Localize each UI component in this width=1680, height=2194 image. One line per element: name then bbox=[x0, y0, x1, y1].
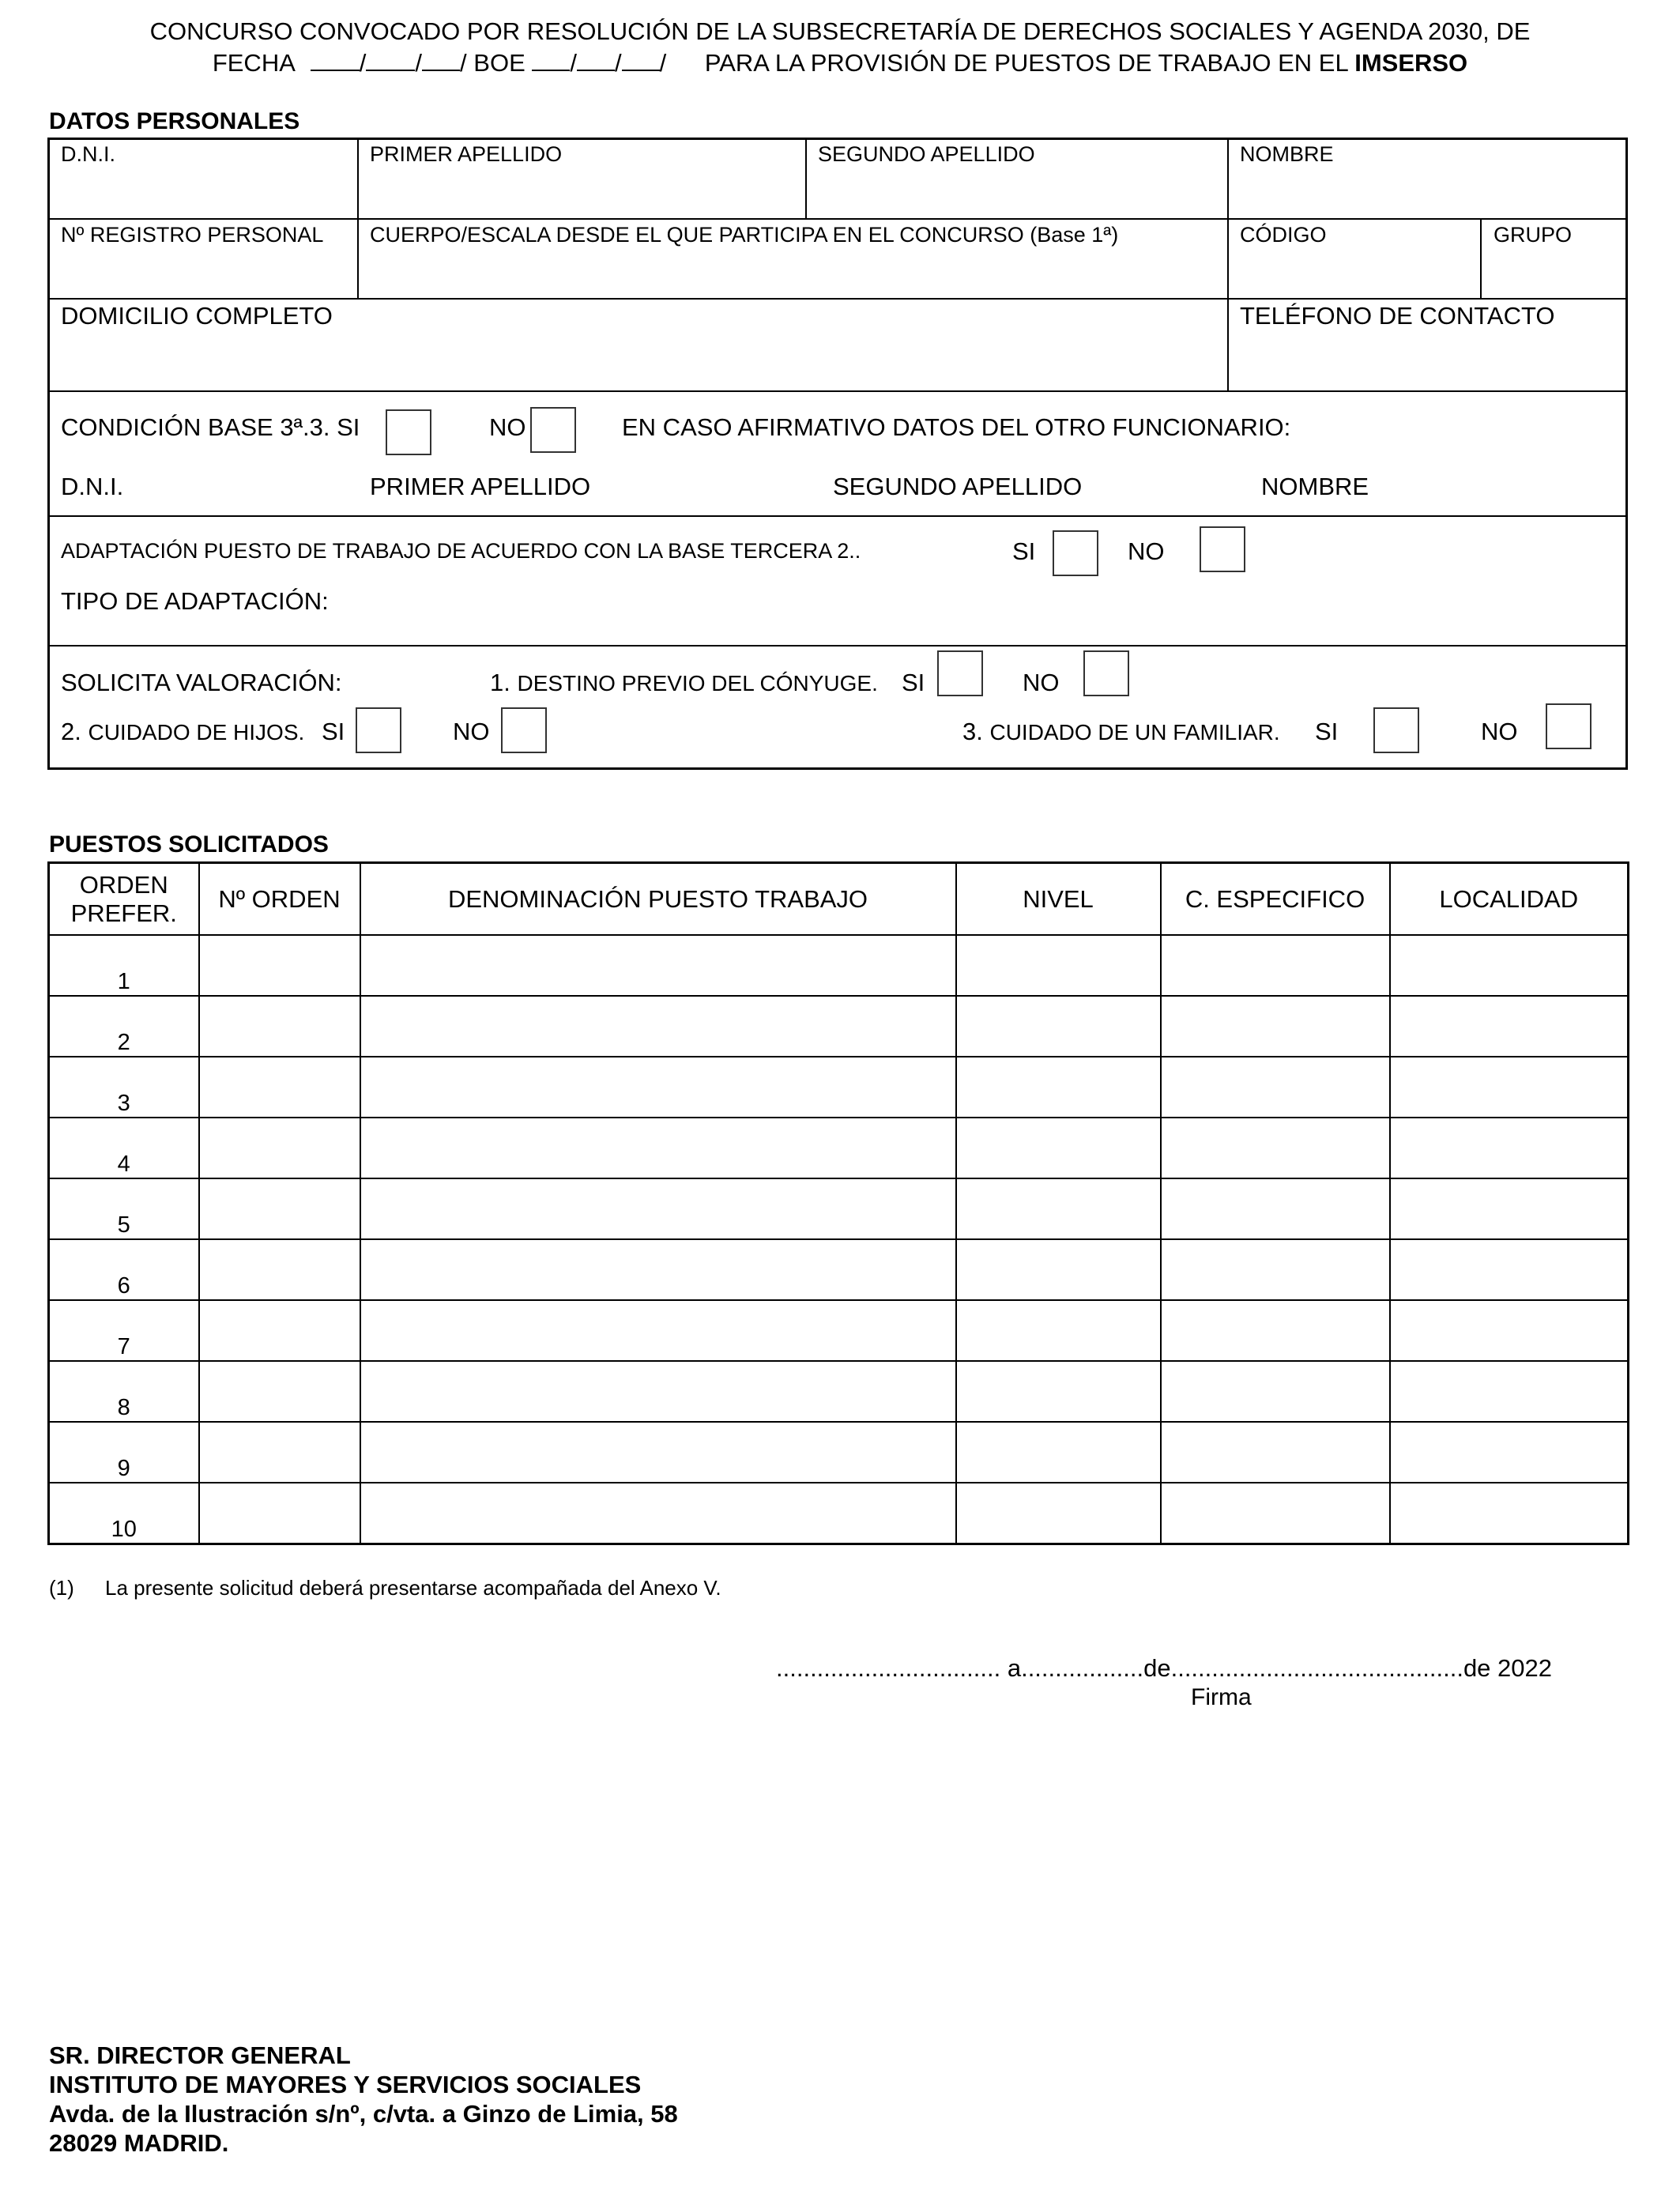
nota-num: (1) bbox=[49, 1576, 74, 1600]
hijos-si-label: SI bbox=[322, 718, 345, 745]
table-row bbox=[49, 1422, 1629, 1483]
adaptacion-no-checkbox[interactable] bbox=[1200, 526, 1245, 572]
conyuge-no-label: NO bbox=[1023, 669, 1060, 696]
nivel-cell[interactable] bbox=[956, 1422, 1161, 1483]
denominacion-cell[interactable] bbox=[360, 935, 956, 996]
denominacion-cell[interactable] bbox=[360, 1361, 956, 1422]
firma-label: Firma bbox=[1191, 1684, 1252, 1710]
n-orden-cell[interactable] bbox=[199, 1178, 360, 1239]
header-line-2: FECHA / / / BOE / / / PARA LA PROVISIÓN DE PUESTOS DE TRABAJO EN EL IMSERSO bbox=[212, 49, 1468, 77]
table-row bbox=[49, 1057, 1629, 1118]
domicilio-field[interactable]: DOMICILIO COMPLETO bbox=[61, 302, 333, 330]
col-n-orden: Nº ORDEN bbox=[199, 863, 360, 936]
boe-label: BOE bbox=[473, 49, 525, 77]
divider bbox=[47, 390, 1628, 392]
header-tail bbox=[705, 49, 1467, 77]
otro-dni-field[interactable]: D.N.I. bbox=[61, 473, 124, 500]
divider bbox=[47, 298, 1628, 300]
fecha-year-blank[interactable] bbox=[422, 49, 460, 71]
tipo-adaptacion-field[interactable]: TIPO DE ADAPTACIÓN: bbox=[61, 587, 329, 615]
c-especifico-cell[interactable] bbox=[1161, 1300, 1390, 1361]
conyuge-si-checkbox[interactable] bbox=[937, 650, 983, 696]
denominacion-cell[interactable] bbox=[360, 1483, 956, 1544]
adaptacion-si-checkbox[interactable] bbox=[1053, 530, 1098, 576]
divider bbox=[47, 645, 1628, 647]
denominacion-cell[interactable] bbox=[360, 1239, 956, 1300]
registro-personal-field[interactable]: Nº REGISTRO PERSONAL bbox=[61, 223, 324, 247]
conyuge-text: DESTINO PREVIO DEL CÓNYUGE. bbox=[517, 671, 878, 696]
orden-cell: 2 bbox=[49, 996, 199, 1057]
col-denominacion: DENOMINACIÓN PUESTO TRABAJO bbox=[360, 863, 956, 936]
divider bbox=[357, 138, 359, 299]
familiar-no-label: NO bbox=[1481, 718, 1518, 745]
primer-apellido-field[interactable]: PRIMER APELLIDO bbox=[370, 142, 563, 166]
hijos-no-label: NO bbox=[453, 718, 490, 745]
orden-cell: 10 bbox=[49, 1483, 199, 1544]
datos-personales-title: DATOS PERSONALES bbox=[49, 108, 300, 134]
firma-line[interactable]: ................................. a..................de...........................................de 2022 bbox=[776, 1654, 1552, 1682]
c-especifico-cell[interactable] bbox=[1161, 1422, 1390, 1483]
localidad-cell[interactable] bbox=[1390, 1057, 1629, 1118]
codigo-field[interactable]: CÓDIGO bbox=[1240, 223, 1327, 247]
orden-cell: 1 bbox=[49, 935, 199, 996]
header-line-1: CONCURSO CONVOCADO POR RESOLUCIÓN DE LA SUBSECRETARÍA DE DERECHOS SOCIALES Y AGENDA 2030, DE bbox=[149, 17, 1531, 45]
denominacion-cell[interactable] bbox=[360, 1057, 956, 1118]
orden-cell: 8 bbox=[49, 1361, 199, 1422]
c-especifico-cell[interactable] bbox=[1161, 1361, 1390, 1422]
col-c-especifico: C. ESPECIFICO bbox=[1161, 863, 1390, 936]
c-especifico-cell[interactable] bbox=[1161, 1178, 1390, 1239]
col-orden-prefer bbox=[49, 863, 199, 936]
orden-cell: 5 bbox=[49, 1178, 199, 1239]
n-orden-cell[interactable] bbox=[199, 1422, 360, 1483]
destinatario-block bbox=[49, 2041, 678, 2158]
familiar-si-checkbox[interactable] bbox=[1373, 707, 1419, 753]
conyuge-si-label: SI bbox=[902, 669, 925, 696]
condicion-no-label: NO bbox=[489, 413, 526, 441]
divider bbox=[1480, 218, 1482, 299]
n-orden-cell[interactable] bbox=[199, 1300, 360, 1361]
condicion-no-checkbox[interactable] bbox=[530, 407, 576, 453]
c-especifico-cell[interactable] bbox=[1161, 1483, 1390, 1544]
puestos-header-row bbox=[49, 863, 1629, 936]
orden-cell: 6 bbox=[49, 1239, 199, 1300]
hijos-text: CUIDADO DE HIJOS. bbox=[88, 720, 305, 745]
localidad-cell[interactable] bbox=[1390, 996, 1629, 1057]
nivel-cell[interactable] bbox=[956, 1483, 1161, 1544]
otro-primer-apellido-field[interactable]: PRIMER APELLIDO bbox=[370, 473, 591, 500]
orden-cell: 9 bbox=[49, 1422, 199, 1483]
caso-afirmativo-label: EN CASO AFIRMATIVO DATOS DEL OTRO FUNCIONARIO: bbox=[622, 413, 1291, 441]
localidad-cell[interactable] bbox=[1390, 1300, 1629, 1361]
destinatario-line-4: 28029 MADRID. bbox=[49, 2129, 229, 2157]
fecha-label: FECHA bbox=[212, 49, 295, 77]
denominacion-cell[interactable] bbox=[360, 1422, 956, 1483]
table-row bbox=[49, 1118, 1629, 1178]
localidad-cell[interactable] bbox=[1390, 1178, 1629, 1239]
n-orden-cell[interactable] bbox=[199, 935, 360, 996]
orden-cell: 7 bbox=[49, 1300, 199, 1361]
orden-cell: 3 bbox=[49, 1057, 199, 1118]
hijos-label bbox=[61, 718, 304, 746]
puestos-title: PUESTOS SOLICITADOS bbox=[49, 831, 329, 858]
localidad-cell[interactable] bbox=[1390, 1118, 1629, 1178]
c-especifico-cell[interactable] bbox=[1161, 1239, 1390, 1300]
adaptacion-si-label: SI bbox=[1012, 537, 1036, 565]
hijos-si-checkbox[interactable] bbox=[356, 707, 401, 753]
c-especifico-cell[interactable] bbox=[1161, 1057, 1390, 1118]
c-especifico-cell[interactable] bbox=[1161, 935, 1390, 996]
table-row bbox=[49, 935, 1629, 996]
c-especifico-cell[interactable] bbox=[1161, 1118, 1390, 1178]
nombre-field[interactable]: NOMBRE bbox=[1240, 142, 1334, 166]
grupo-field[interactable]: GRUPO bbox=[1494, 223, 1573, 247]
nivel-cell[interactable] bbox=[956, 1239, 1161, 1300]
boe-month-blank[interactable] bbox=[577, 49, 615, 71]
localidad-cell[interactable] bbox=[1390, 1361, 1629, 1422]
fecha-month-blank[interactable] bbox=[366, 49, 415, 71]
adaptacion-label: ADAPTACIÓN PUESTO DE TRABAJO DE ACUERDO CON LA BASE TERCERA 2.. bbox=[61, 539, 861, 563]
localidad-cell[interactable] bbox=[1390, 935, 1629, 996]
condicion-si-checkbox[interactable] bbox=[386, 409, 431, 455]
otro-nombre-field[interactable]: NOMBRE bbox=[1261, 473, 1369, 500]
conyuge-num: 1. bbox=[490, 669, 510, 696]
otro-segundo-apellido-field[interactable]: SEGUNDO APELLIDO bbox=[833, 473, 1083, 500]
table-row bbox=[49, 1361, 1629, 1422]
n-orden-cell[interactable] bbox=[199, 1361, 360, 1422]
hijos-no-checkbox[interactable] bbox=[501, 707, 547, 753]
familiar-text: CUIDADO DE UN FAMILIAR. bbox=[989, 720, 1280, 745]
header-imserso: IMSERSO bbox=[1354, 49, 1468, 77]
n-orden-cell[interactable] bbox=[199, 1118, 360, 1178]
denominacion-cell[interactable] bbox=[360, 996, 956, 1057]
familiar-no-checkbox[interactable] bbox=[1546, 703, 1591, 749]
col-orden-prefer-text: ORDEN PREFER. bbox=[70, 870, 177, 927]
nivel-cell[interactable] bbox=[956, 935, 1161, 996]
familiar-num: 3. bbox=[962, 718, 983, 745]
valoracion-label: SOLICITA VALORACIÓN: bbox=[61, 669, 342, 696]
nota bbox=[49, 1576, 721, 1600]
divider bbox=[47, 515, 1628, 517]
denominacion-cell[interactable] bbox=[360, 1118, 956, 1178]
table-row bbox=[49, 1300, 1629, 1361]
table-row bbox=[49, 996, 1629, 1057]
table-row bbox=[49, 1483, 1629, 1544]
nivel-cell[interactable] bbox=[956, 1178, 1161, 1239]
familiar-si-label: SI bbox=[1315, 718, 1339, 745]
table-row bbox=[49, 1239, 1629, 1300]
fecha-day-blank[interactable] bbox=[311, 49, 360, 71]
destinatario-line-3: Avda. de la Ilustración s/nº, c/vta. a Ginzo de Limia, 58 bbox=[49, 2100, 678, 2128]
header-tail-text: PARA LA PROVISIÓN DE PUESTOS DE TRABAJO EN EL bbox=[704, 49, 1355, 77]
n-orden-cell[interactable] bbox=[199, 1483, 360, 1544]
cuerpo-escala-field[interactable]: CUERPO/ESCALA DESDE EL QUE PARTICIPA EN EL CONCURSO (Base 1ª) bbox=[370, 223, 1119, 247]
divider bbox=[805, 138, 807, 219]
condicion-label: CONDICIÓN BASE 3ª.3. SI bbox=[61, 413, 360, 441]
n-orden-cell[interactable] bbox=[199, 1057, 360, 1118]
c-especifico-cell[interactable] bbox=[1161, 996, 1390, 1057]
destinatario-line-2: INSTITUTO DE MAYORES Y SERVICIOS SOCIALES bbox=[49, 2071, 642, 2098]
localidad-cell[interactable] bbox=[1390, 1483, 1629, 1544]
puestos-table bbox=[47, 861, 1629, 1545]
nivel-cell[interactable] bbox=[956, 1361, 1161, 1422]
conyuge-no-checkbox[interactable] bbox=[1083, 650, 1129, 696]
localidad-cell[interactable] bbox=[1390, 1422, 1629, 1483]
localidad-cell[interactable] bbox=[1390, 1239, 1629, 1300]
boe-day-blank[interactable] bbox=[532, 49, 570, 71]
adaptacion-no-label: NO bbox=[1128, 537, 1165, 565]
denominacion-cell[interactable] bbox=[360, 1300, 956, 1361]
dni-field[interactable]: D.N.I. bbox=[61, 142, 116, 166]
col-nivel: NIVEL bbox=[956, 863, 1161, 936]
n-orden-cell[interactable] bbox=[199, 1239, 360, 1300]
n-orden-cell[interactable] bbox=[199, 996, 360, 1057]
conyuge-label bbox=[490, 669, 878, 697]
table-row bbox=[49, 1178, 1629, 1239]
boe-year-blank[interactable] bbox=[622, 49, 660, 71]
denominacion-cell[interactable] bbox=[360, 1178, 956, 1239]
nota-text: La presente solicitud deberá presentarse acompañada del Anexo V. bbox=[105, 1576, 721, 1600]
hijos-num: 2. bbox=[61, 718, 81, 745]
divider bbox=[1227, 138, 1229, 391]
segundo-apellido-field[interactable]: SEGUNDO APELLIDO bbox=[818, 142, 1035, 166]
nivel-cell[interactable] bbox=[956, 1057, 1161, 1118]
nivel-cell[interactable] bbox=[956, 1118, 1161, 1178]
divider bbox=[47, 218, 1628, 220]
nivel-cell[interactable] bbox=[956, 1300, 1161, 1361]
orden-cell: 4 bbox=[49, 1118, 199, 1178]
telefono-field[interactable]: TELÉFONO DE CONTACTO bbox=[1240, 302, 1555, 330]
destinatario-line-1: SR. DIRECTOR GENERAL bbox=[49, 2041, 351, 2069]
col-localidad: LOCALIDAD bbox=[1390, 863, 1629, 936]
familiar-label bbox=[962, 718, 1280, 746]
nivel-cell[interactable] bbox=[956, 996, 1161, 1057]
